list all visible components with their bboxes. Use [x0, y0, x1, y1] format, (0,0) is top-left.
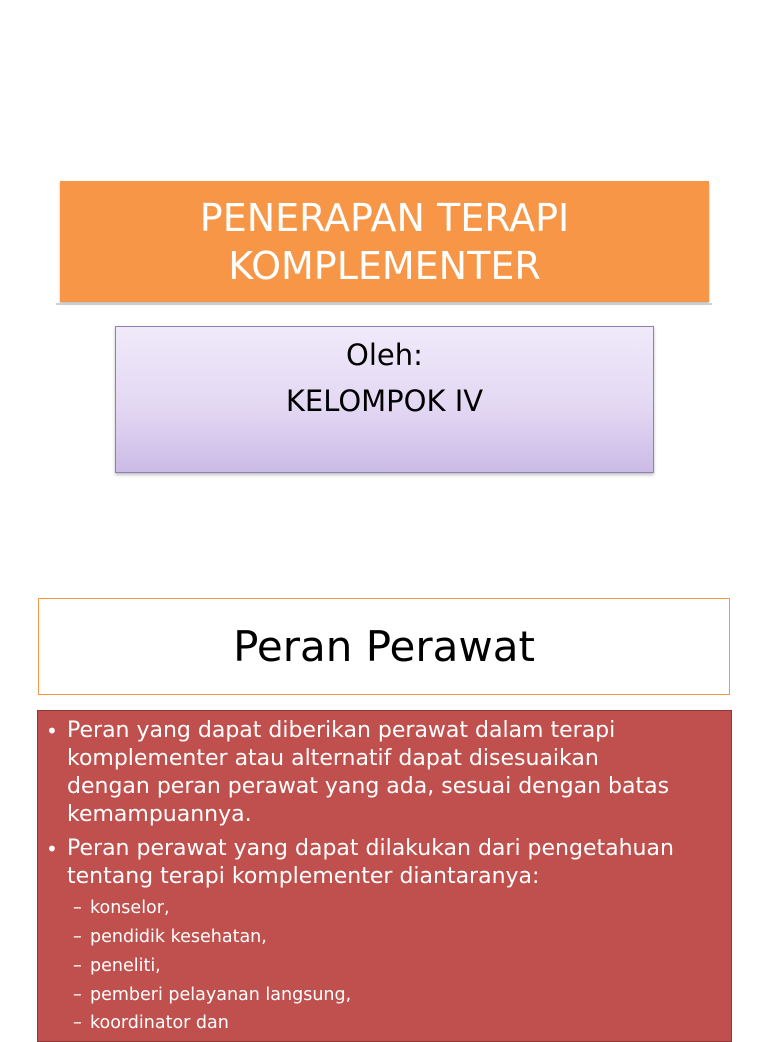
sub-list-item: [73, 984, 351, 1006]
bullet-marker: •: [46, 837, 58, 861]
sub-item-text: konselor,: [90, 898, 170, 918]
sub-list-item: [73, 955, 161, 977]
title-divider: [56, 303, 712, 305]
sub-item-text: peneliti,: [90, 956, 161, 976]
slide-title-line-2: KOMPLEMENTER: [228, 243, 541, 288]
subtitle-box: [115, 326, 654, 473]
bullet-marker: •: [46, 719, 58, 743]
section-heading-box: [38, 598, 730, 695]
bullet-item: [46, 717, 726, 829]
slide-title-line-1: PENERAPAN TERAPI: [199, 195, 570, 240]
section-heading: Peran Perawat: [233, 622, 535, 671]
sub-marker: –: [73, 1013, 82, 1033]
subtitle-line-1: Oleh:: [346, 338, 423, 372]
sub-marker: –: [73, 956, 82, 976]
sub-list-item: [73, 1012, 229, 1034]
content-box: [37, 710, 732, 1042]
slide-title-box: [60, 181, 709, 302]
sub-list-item: [73, 897, 170, 919]
sub-item-text: pendidik kesehatan,: [90, 927, 267, 947]
bullet-item: [46, 835, 726, 891]
bullet-text: Peran yang dapat diberikan perawat dalam terapi komplementer atau alternatif dapat disesuaikan dengan peran perawat yang ada, sesuai dengan batas kemampuannya.: [67, 718, 670, 827]
sub-marker: –: [73, 898, 82, 918]
sub-item-text: pemberi pelayanan langsung,: [90, 985, 352, 1005]
sub-list-item: [73, 926, 267, 948]
sub-item-text: koordinator dan: [90, 1013, 229, 1033]
subtitle-line-2: KELOMPOK IV: [285, 384, 484, 418]
sub-marker: –: [73, 927, 82, 947]
sub-marker: –: [73, 985, 82, 1005]
bullet-text: Peran perawat yang dapat dilakukan dari pengetahuan tentang terapi komplementer diantaranya:: [67, 836, 674, 889]
